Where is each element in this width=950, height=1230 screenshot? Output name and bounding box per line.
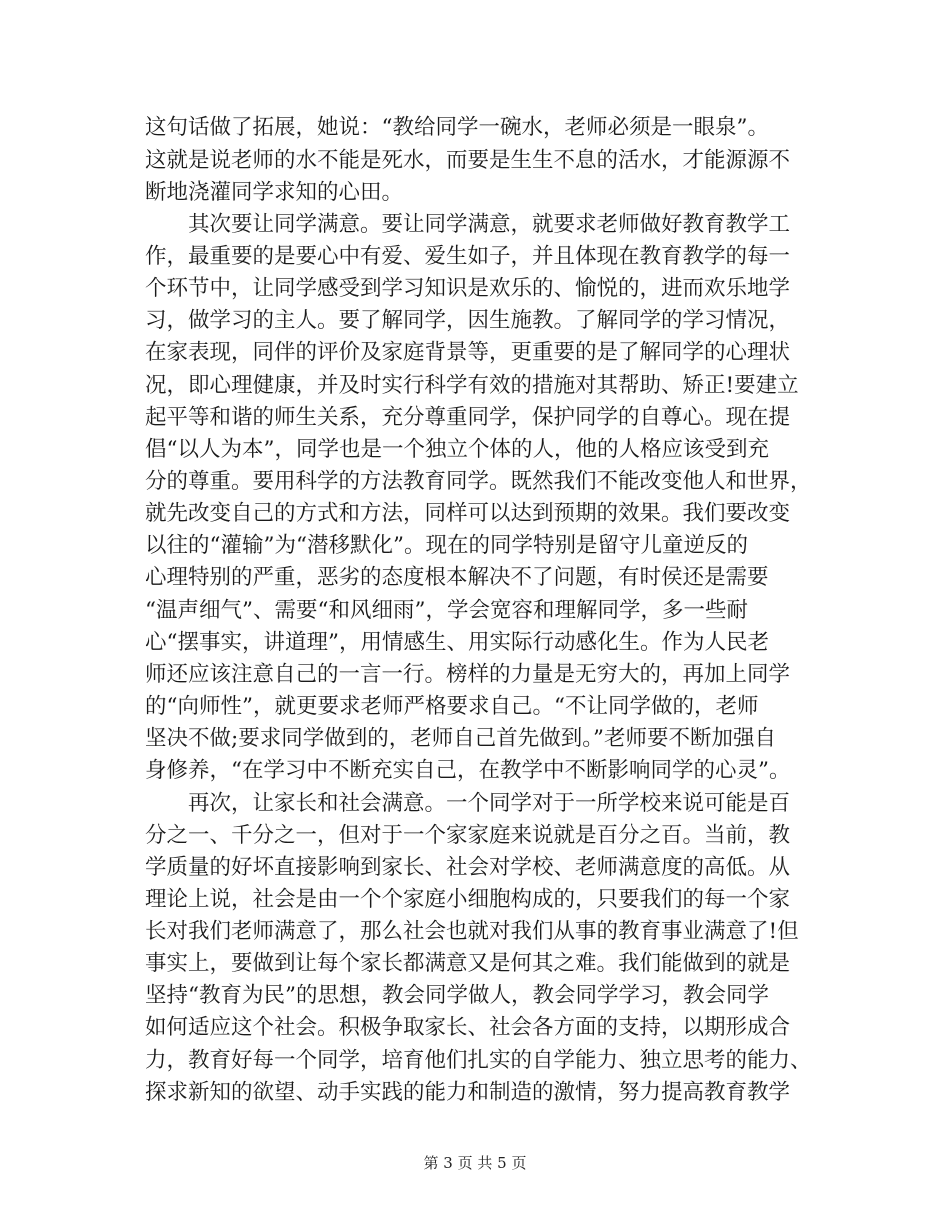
text-line: 理论上说，社会是由一个个家庭小细胞构成的，只要我们的每一个家 (145, 887, 791, 912)
text-line: 断地浇灌同学求知的心田。 (145, 180, 404, 205)
text-line: 身修养，“在学习中不断充实自己，在教学中不断影响同学的心灵”。 (145, 758, 791, 783)
text-line: 起平等和谐的师生关系，充分尊重同学，保护同学的自尊心。现在提 (145, 405, 791, 430)
text-line: 作，最重要的是要心中有爱、爱生如子，并且体现在教育教学的每一 (145, 244, 791, 269)
text-line: 坚决不做;要求同学做到的，老师自己首先做到。”老师要不断加强自 (145, 726, 776, 751)
text-line: 分的尊重。要用科学的方法教育同学。既然我们不能改变他人和世界， (145, 469, 812, 494)
text-line: 坚持“教育为民”的思想，教会同学做人，教会同学学习，教会同学 (145, 983, 769, 1008)
text-line: 再次，让家长和社会满意。一个同学对于一所学校来说可能是百 (145, 791, 791, 816)
text-line: 的“向师性”，就更要求老师严格要求自己。“不让同学做的，老师 (145, 694, 759, 719)
text-line: 其次要让同学满意。要让同学满意，就要求老师做好教育教学工 (145, 212, 791, 237)
page-number-footer: 第 3 页 共 5 页 (423, 1154, 527, 1172)
text-line: 师还应该注意自己的一言一行。榜样的力量是无穷大的，再加上同学 (145, 662, 791, 687)
text-line: “温声细气”、需要“和风细雨”，学会宽容和理解同学，多一些耐 (145, 598, 748, 623)
text-line: 力，教育好每一个同学，培育他们扎实的自学能力、独立思考的能力、 (145, 1048, 812, 1073)
text-line: 以往的“灌输”为“潜移默化”。现在的同学特别是留守儿童逆反的 (145, 533, 748, 558)
text-line: 这就是说老师的水不能是死水，而要是生生不息的活水，才能源源不 (145, 148, 791, 173)
text-line: 如何适应这个社会。积极争取家长、社会各方面的支持，以期形成合 (145, 1015, 791, 1040)
text-line: 在家表现，同伴的评价及家庭背景等，更重要的是了解同学的心理状 (145, 340, 791, 365)
text-line: 分之一、千分之一，但对于一个家家庭来说就是百分之百。当前，教 (145, 823, 791, 848)
text-line: 事实上，要做到让每个家长都满意又是何其之难。我们能做到的就是 (145, 951, 791, 976)
text-line: 况，即心理健康，并及时实行科学有效的措施对其帮助、矫正!要建立 (145, 373, 799, 398)
text-line: 心理特别的严重，恶劣的态度根本解决不了问题，有时侯还是需要 (145, 565, 769, 590)
text-line: 学质量的好坏直接影响到家长、社会对学校、老师满意度的高低。从 (145, 855, 791, 880)
text-line: 个环节中，让同学感受到学习知识是欢乐的、愉悦的，进而欢乐地学 (145, 276, 791, 301)
text-line: 探求新知的欲望、动手实践的能力和制造的激情，努力提高教育教学 (145, 1080, 791, 1105)
text-line: 长对我们老师满意了，那么社会也就对我们从事的教育事业满意了!但 (145, 919, 799, 944)
text-line: 心“摆事实，讲道理”，用情感生、用实际行动感化生。作为人民老 (145, 630, 769, 655)
text-line: 习，做学习的主人。要了解同学，因生施教。了解同学的学习情况， (145, 308, 791, 333)
text-line: 就先改变自己的方式和方法，同样可以达到预期的效果。我们要改变 (145, 501, 791, 526)
text-line: 倡“以人为本”，同学也是一个独立个体的人，他的人格应该受到充 (145, 437, 769, 462)
text-line: 这句话做了拓展，她说：“教给同学一碗水，老师必须是一眼泉”。 (145, 115, 769, 140)
